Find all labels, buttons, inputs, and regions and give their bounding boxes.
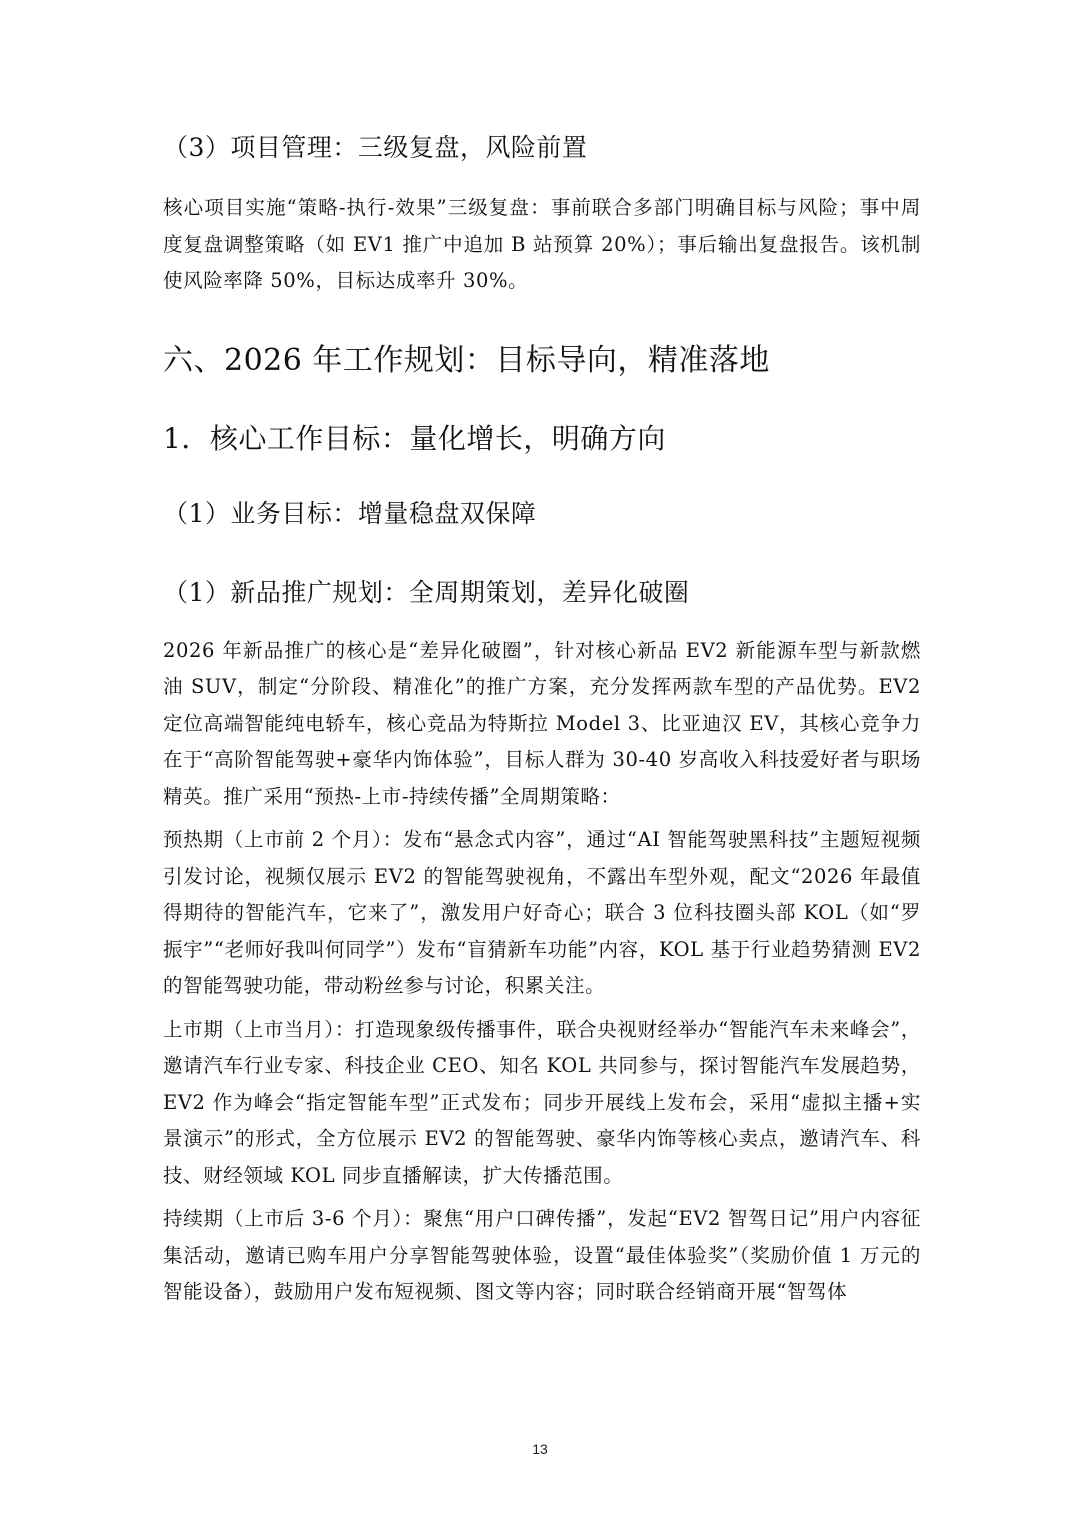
paragraph-warmup-phase: 预热期（上市前 2 个月）：发布“悬念式内容”，通过“AI 智能驾驶黑科技”主题短视频引发讨论，视频仅展示 EV2 的智能驾驶视角，不露出车型外观，配文“2026 年最值得期待的智能汽车，它来了”，激发用户好奇心；联合 3 位科技圈头部 KOL（如“罗振宇”“老师好我叫何同学”）发布“盲猜新车功能”内容，KOL 基于行业趋势猜测 EV2 的智能驾驶功能，带动粉丝参与讨论，积累关注。 [163, 828, 921, 997]
section-heading-core-goals: 1．核心工作目标：量化增长，明确方向 [163, 421, 666, 455]
paragraph-new-product-strategy: 2026 年新品推广的核心是“差异化破圈”，针对核心新品 EV2 新能源车型与新款燃油 SUV，制定“分阶段、精准化”的推广方案，充分发挥两款车型的产品优势。EV2 定位高端智能纯电轿车，核心竞品为特斯拉 Model 3、比亚迪汉 EV，其核心竞争力在于“高阶智能驾驶+豪华内饰体验”，目标人群为 30-40 岁高收入科技爱好者与职场精英。推广采用“预热-上市-持续传播”全周期策略： [163, 638, 921, 808]
subsection-heading-business-goals: （1）业务目标：增量稳盘双保障 [163, 498, 537, 528]
paragraph-sustain-phase: 持续期（上市后 3-6 个月）：聚焦“用户口碑传播”，发起“EV2 智驾日记”用户内容征集活动，邀请已购车用户分享智能驾驶体验，设置“最佳体验奖”（奖励价值 1 万元的智能设备），鼓励用户发布短视频、图文等内容；同时联合经销商开展“智驾体 [163, 1207, 921, 1303]
subsection-heading-project-management: （3）项目管理：三级复盘，风险前置 [163, 133, 588, 162]
paragraph-review-mechanism: 核心项目实施“策略-执行-效果”三级复盘：事前联合多部门明确目标与风险；事中周度复盘调整策略（如 EV1 推广中追加 B 站预算 20%）；事后输出复盘报告。该机制使风险率降 50%，目标达成率升 30%。 [163, 196, 921, 292]
page-content [163, 128, 921, 1311]
page-number: 13 [532, 1441, 548, 1457]
chapter-heading-2026-plan: 六、2026 年工作规划：目标导向，精准落地 [163, 342, 770, 378]
paragraph-launch-phase: 上市期（上市当月）：打造现象级传播事件，联合央视财经举办“智能汽车未来峰会”，邀请汽车行业专家、科技企业 CEO、知名 KOL 共同参与，探讨智能汽车发展趋势，EV2 作为峰会“指定智能车型”正式发布；同步开展线上发布会，采用“虚拟主播+实景演示”的形式，全方位展示 EV2 的智能驾驶、豪华内饰等核心卖点，邀请汽车、科技、财经领域 KOL 同步直播解读，扩大传播范围。 [163, 1017, 921, 1187]
subsection-heading-new-product-promotion: （1）新品推广规划：全周期策划，差异化破圈 [163, 577, 690, 607]
